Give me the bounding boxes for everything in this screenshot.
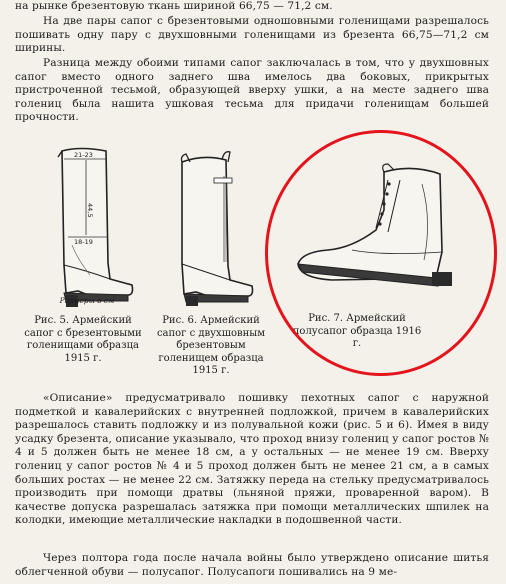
paragraph-boot-types: На две пары сапог с брезентовыми одношовными голенищами разрешалось пошивать одну пару с двухшовными голенищами из брезента 66,75—71,2 см ширины.	[15, 15, 489, 55]
figure-5-boot-drawing	[28, 145, 136, 310]
sizes-label: Размеры в см	[59, 296, 115, 305]
figure-6-caption: Рис. 6. Армейский сапог с двухшовным брезентовым голенищем образца 1915 г.	[156, 315, 266, 376]
dimension-top: 21-23	[74, 151, 93, 159]
dimension-bottom: 18-19	[74, 238, 93, 246]
paragraph-continuation: на рынке брезентовую ткань шириной 66,75 — 71,2 см.	[15, 0, 333, 12]
figure-6-boot-drawing	[150, 148, 258, 310]
paragraph-difference: Разница между обоими типами сапог заключалась в том, что у двухшовных сапог вместо одного заднего шва имелось два боковых, прикрытых пристроченной тесьмой, образующей вверху ушки, а на месте заднего шва голениц была нашита ушковая тесьма для придачи голенищам большей прочности.	[15, 57, 489, 124]
red-highlight-circle	[265, 130, 497, 376]
dimension-height: 44,5	[86, 203, 94, 218]
paragraph-description: «Описание» предусматривало пошивку пехотных сапог с наружной подметкой и кавалерийских с внутренней подложкой, причем в кавалерийских разрешалось ставить подложку и из полувальной кожи (рис. 5 и 6). Имея в виду усадку брезента, описание указывало, что проход внизу голениц у сапог ростов № 4 и 5 должен быть не менее 18 см, а у остальных — не менее 19 см. Вверху голениц у сапог ростов № 4 и 5 проход должен быть не менее 21 см, а в самых больших ростах — не менее 22 см. Затяжку переда на стельку предусматривалось производить при помощи дратвы (льняной пряжи, проваренной варом). В качестве допуска разрешалась затяжка при помощи металлических шпилек на колодки, имеющие металлические накладки в подошвенной части.	[15, 392, 489, 527]
figure-5-caption: Рис. 5. Армейский сапог с брезентовыми голенищами образца 1915 г.	[24, 315, 142, 364]
paragraph-half-boots: Через полтора года после начала войны было утверждено описание шитья облегченной обуви — полусапог. Полусапоги пошивались на 9 ме-	[15, 552, 489, 578]
figure-7-caption: Рис. 7. Армейский полусапог образца 1916 г.	[292, 313, 422, 349]
